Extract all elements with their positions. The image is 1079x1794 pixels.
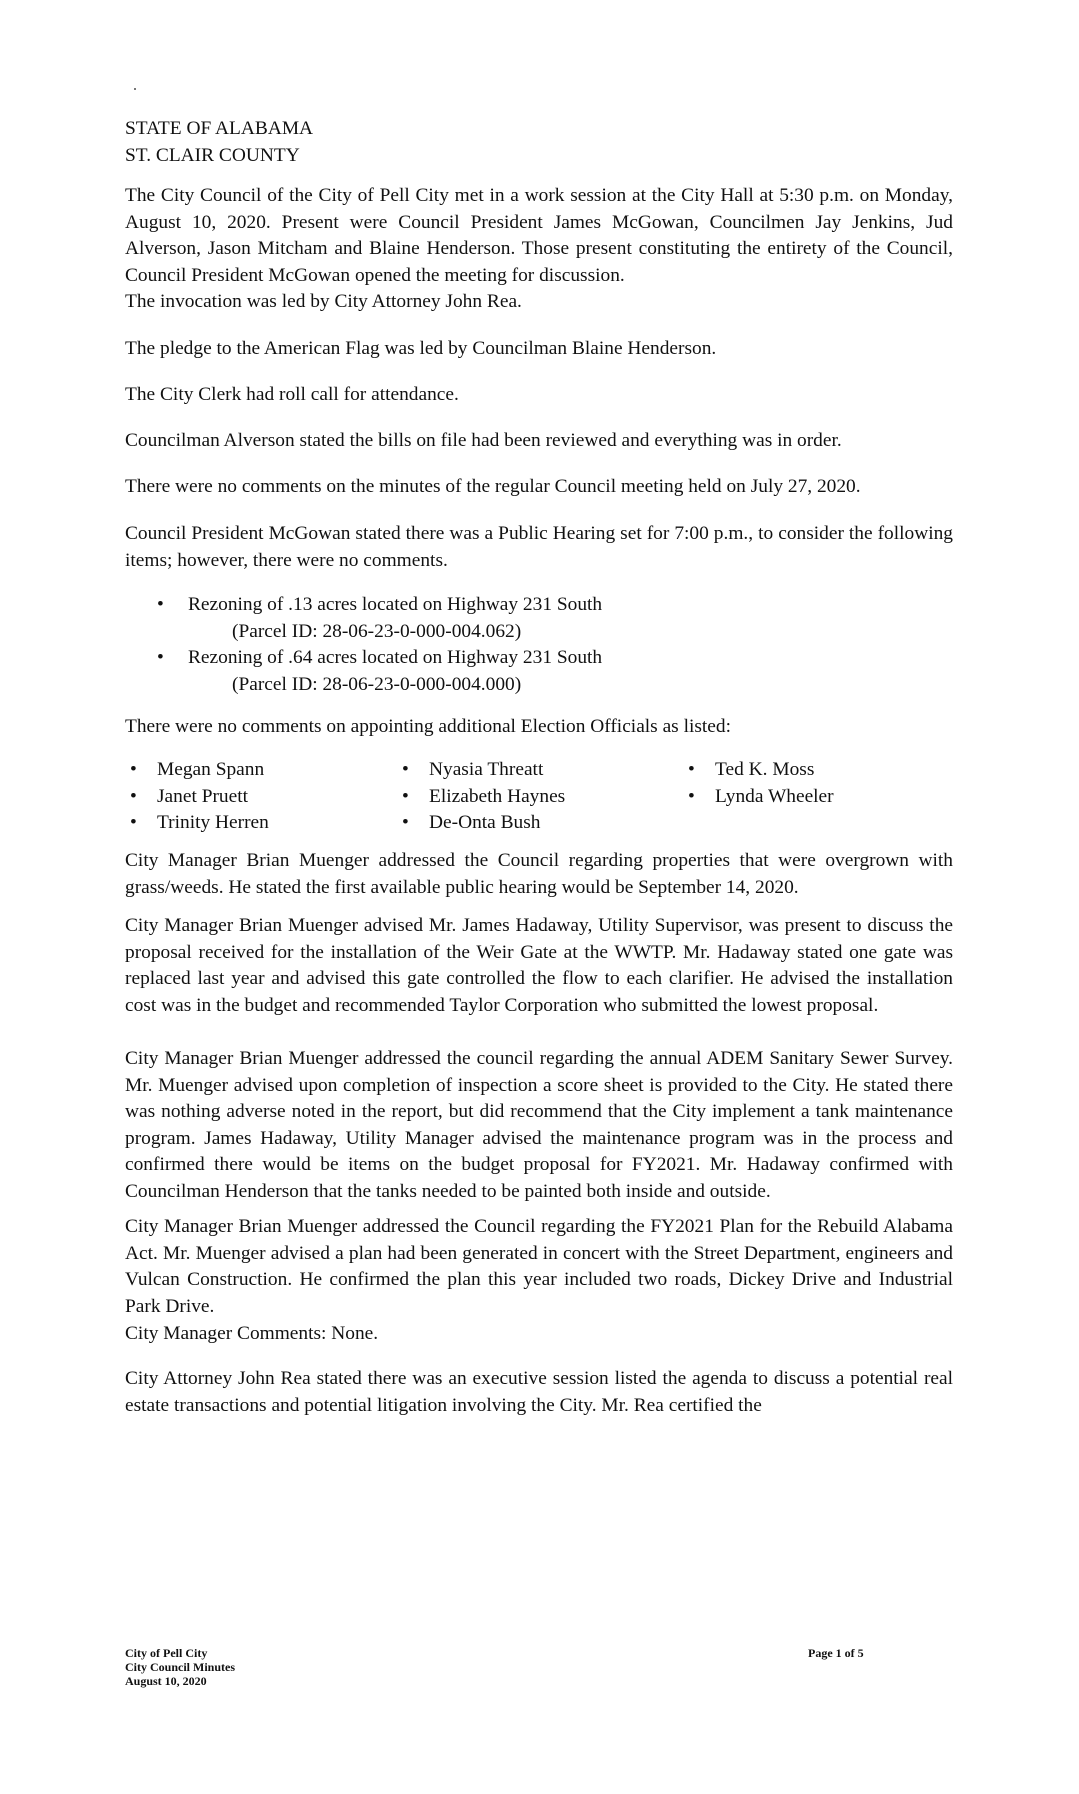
footer-date: August 10, 2020 [125,1674,207,1688]
state-heading: STATE OF ALABAMA [125,118,314,139]
footer-document: City Council Minutes [125,1660,236,1674]
paragraph-invocation: The invocation was led by City Attorney John Rea. [125,291,522,312]
list-item [397,784,565,811]
list-item [397,757,565,784]
bullet-icon: • [157,647,164,669]
document-heading [125,116,953,169]
paragraph-bills: Councilman Alverson stated the bills on file had been reviewed and everything was in order. [125,430,842,451]
official-name: Janet Pruett [157,785,249,807]
hearing-item-text: Rezoning of .13 acres located on Highway 231 South [188,594,603,615]
list-item [125,757,269,784]
list-item [125,645,953,698]
official-name: Megan Spann [157,759,265,780]
paragraph-city-manager-comments: City Manager Comments: None. [125,1323,379,1344]
bullet-icon: • [688,759,695,780]
paragraph-public-hearing: Council President McGowan stated there was a Public Hearing set for 7:00 p.m., to consider the following items; however, there were no comments. [125,523,953,571]
paragraph-minutes: There were no comments on the minutes of the regular Council meeting held on July 27, 2020. [125,476,861,497]
footer-city: City of Pell City [125,1646,208,1660]
officials-column-1 [125,757,269,837]
officials-column-3 [683,757,834,810]
bullet-icon: • [402,785,409,807]
page-number: Page 1 of 5 [808,1646,864,1660]
bullet-icon: • [130,785,137,807]
bullet-icon: • [130,812,137,834]
paragraph-overgrown-properties: City Manager Brian Muenger addressed the Council regarding properties that were overgrown with grass/weeds. He stated the first available public hearing would be September 14, 2020. [125,850,953,898]
official-name: Trinity Herren [157,812,269,834]
hearing-items-list [125,592,953,698]
paragraph-weir-gate: City Manager Brian Muenger advised Mr. James Hadaway, Utility Supervisor, was present to discuss the proposal received for the installation of the Weir Gate at the WWTP. Mr. Hadaway stated one gate was replaced last year and advised this gate controlled the flow to each clarifier. He advised the installation cost was in the budget and recommended Taylor Corporation who submitted the lowest proposal. [125,915,953,1016]
official-name: Elizabeth Haynes [429,785,566,807]
officials-column-2 [397,757,565,837]
hearing-item-parcel: (Parcel ID: 28-06-23-0-000-004.062) [232,620,522,642]
bullet-icon: • [402,812,409,834]
bullet-icon: • [688,785,695,807]
list-item [397,810,565,837]
list-item [125,784,269,811]
paragraph-adem-survey: City Manager Brian Muenger addressed the council regarding the annual ADEM Sanitary Sewer Survey. Mr. Muenger advised upon completion of inspection a score sheet is provided to the City. He stated there was nothing adverse noted in the report, but did recommend that the City implement a tank maintenance program. James Hadaway, Utility Manager advised the maintenance program was in the process and confirmed there would be items on the budget proposal for FY2021. Mr. Hadaway confirmed with Councilman Henderson that the tanks needed to be painted both inside and outside. [125,1048,953,1202]
list-item [125,810,269,837]
paragraph-pledge: The pledge to the American Flag was led by Councilman Blaine Henderson. [125,338,717,359]
hearing-item-parcel: (Parcel ID: 28-06-23-0-000-004.000) [232,673,522,695]
paragraph-rebuild-alabama: City Manager Brian Muenger addressed the Council regarding the FY2021 Plan for the Rebuild Alabama Act. Mr. Muenger advised a plan had been generated in concert with the Street Department, engineers and Vulcan Construction. He confirmed the plan this year included two roads, Dickey Drive and Industrial Park Drive. [125,1216,953,1317]
scan-speck [134,88,136,90]
official-name: De-Onta Bush [429,812,541,834]
bullet-icon: • [402,759,409,780]
bullet-icon: • [130,759,137,780]
paragraph-executive-session: City Attorney John Rea stated there was an executive session listed the agenda to discuss a potential real estate transactions and potential litigation involving the City. Mr. Rea certified the [125,1368,953,1416]
hearing-item-text: Rezoning of .64 acres located on Highway 231 South [188,647,603,669]
paragraph-opening: The City Council of the City of Pell City met in a work session at the City Hall at 5:30 p.m. on Monday, August 10, 2020. Present were Council President James McGowan, Councilmen Jay Jenkins, Jud Alverson, Jason Mitcham and Blaine Henderson. Those present constituting the entirety of the Council, Council President McGowan opened the meeting for discussion. [125,185,953,286]
paragraph-roll-call: The City Clerk had roll call for attendance. [125,384,459,405]
official-name: Nyasia Threatt [429,759,544,780]
bullet-icon: • [157,594,164,615]
official-name: Lynda Wheeler [715,785,834,807]
list-item [683,757,834,784]
footer-info [125,1646,235,1688]
list-item [125,592,953,645]
list-item [683,784,834,811]
county-heading: ST. CLAIR COUNTY [125,144,300,166]
official-name: Ted K. Moss [715,759,815,780]
paragraph-election-officials: There were no comments on appointing additional Election Officials as listed: [125,716,731,737]
